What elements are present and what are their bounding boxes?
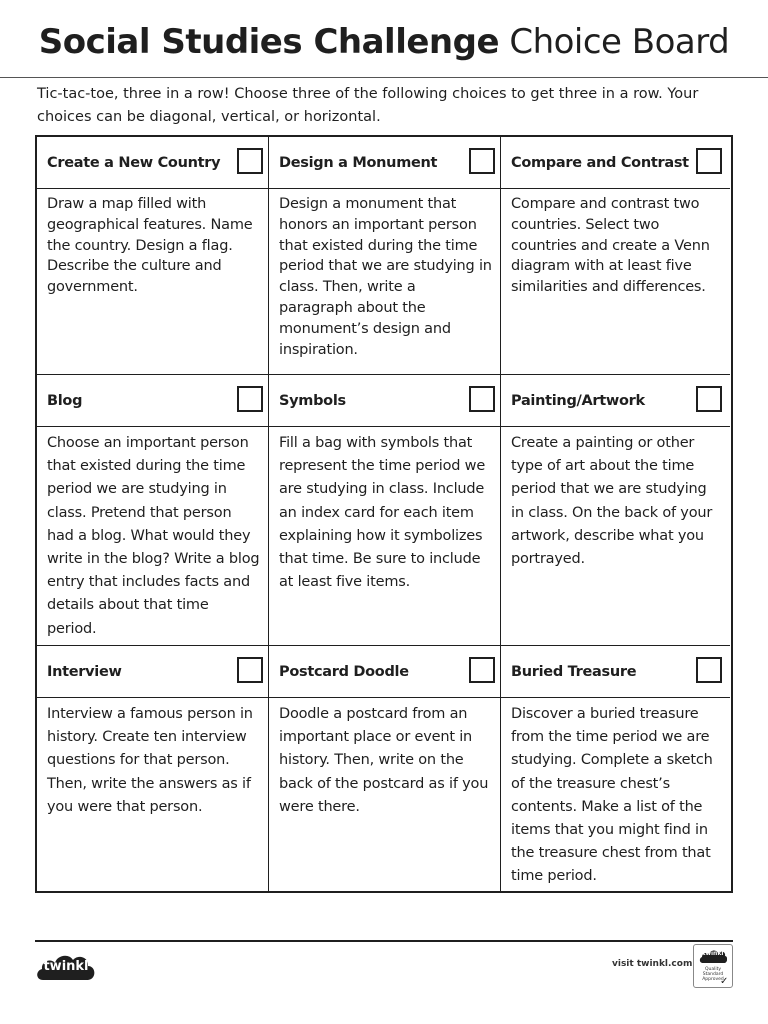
choice-text: Choose an important person that existed during the time period we are studying in class. Pretend that person had a blog. What would they write in the blog? Write a blog entry that includes facts and details about that time period. <box>37 427 269 646</box>
footer-divider <box>35 940 733 942</box>
logo-text: twinkl <box>43 959 89 974</box>
instructions: Tic-tac-toe, three in a row! Choose three of the following choices to get three in a row. Your choices can be diagonal, vertical, or horizontal. <box>37 86 699 125</box>
choice-header-painting-artwork <box>501 375 730 427</box>
title-divider <box>0 77 768 78</box>
choice-checkbox[interactable] <box>237 386 263 412</box>
choice-header-buried-treasure <box>501 646 730 698</box>
choice-checkbox[interactable] <box>469 386 495 412</box>
badge-caption: Quality Standard Approved <box>702 967 724 982</box>
page-title <box>0 18 768 66</box>
choice-text: Interview a famous person in history. Create ten interview questions for that person. Then, write the answers as if you were that person. <box>37 698 269 893</box>
choice-header-symbols <box>269 375 501 427</box>
title-bold: Social Studies Challenge <box>38 22 500 62</box>
choice-board <box>35 135 733 893</box>
choice-header-design-monument <box>269 137 501 189</box>
choice-label: Blog <box>47 392 83 409</box>
choice-text: Fill a bag with symbols that represent the time period we are studying in class. Include an index card for each item explaining how it symbolizes that time. Be sure to include at least five items. <box>269 427 501 646</box>
choice-text: Create a painting or other type of art about the time period that we are studying in class. On the back of your artwork, describe what you portrayed. <box>501 427 730 646</box>
choice-header-postcard-doodle <box>269 646 501 698</box>
quality-badge <box>693 944 733 988</box>
choice-header-blog <box>37 375 269 427</box>
choice-checkbox[interactable] <box>469 148 495 174</box>
choice-label: Postcard Doodle <box>279 663 409 680</box>
choice-checkbox[interactable] <box>469 657 495 683</box>
choice-label: Design a Monument <box>279 154 438 171</box>
choice-text: Design a monument that honors an important person that existed during the time period that we are studying in class. Then, write a paragraph about the monument’s design and inspiration. <box>269 189 501 375</box>
choice-text: Compare and contrast two countries. Select two countries and create a Venn diagram with at least five similarities and differences. <box>501 189 730 375</box>
choice-checkbox[interactable] <box>696 657 722 683</box>
visit-link[interactable]: visit twinkl.com <box>612 959 693 969</box>
choice-header-compare-contrast <box>501 137 730 189</box>
choice-text: Draw a map filled with geographical features. Name the country. Design a flag. Describe the culture and government. <box>37 189 269 375</box>
choice-checkbox[interactable] <box>696 386 722 412</box>
twinkl-logo[interactable] <box>35 950 97 986</box>
badge-brand: twinkl <box>702 950 724 957</box>
choice-checkbox[interactable] <box>237 148 263 174</box>
choice-label: Compare and Contrast <box>511 154 689 171</box>
choice-label: Interview <box>47 663 122 680</box>
title-light: Choice Board <box>509 22 730 62</box>
choice-label: Symbols <box>279 392 346 409</box>
choice-text: Doodle a postcard from an important place or event in history. Then, write on the back of the postcard as if you were there. <box>269 698 501 893</box>
choice-checkbox[interactable] <box>696 148 722 174</box>
choice-checkbox[interactable] <box>237 657 263 683</box>
choice-header-create-country <box>37 137 269 189</box>
check-icon: ✓ <box>720 976 729 987</box>
choice-text: Discover a buried treasure from the time period we are studying. Complete a sketch of the treasure chest’s contents. Make a list of the items that you might find in the treasure chest from that time period. <box>511 706 713 885</box>
choice-header-interview <box>37 646 269 698</box>
choice-label: Buried Treasure <box>511 663 637 680</box>
choice-label: Create a New Country <box>47 154 221 171</box>
choice-label: Painting/Artwork <box>511 392 645 409</box>
